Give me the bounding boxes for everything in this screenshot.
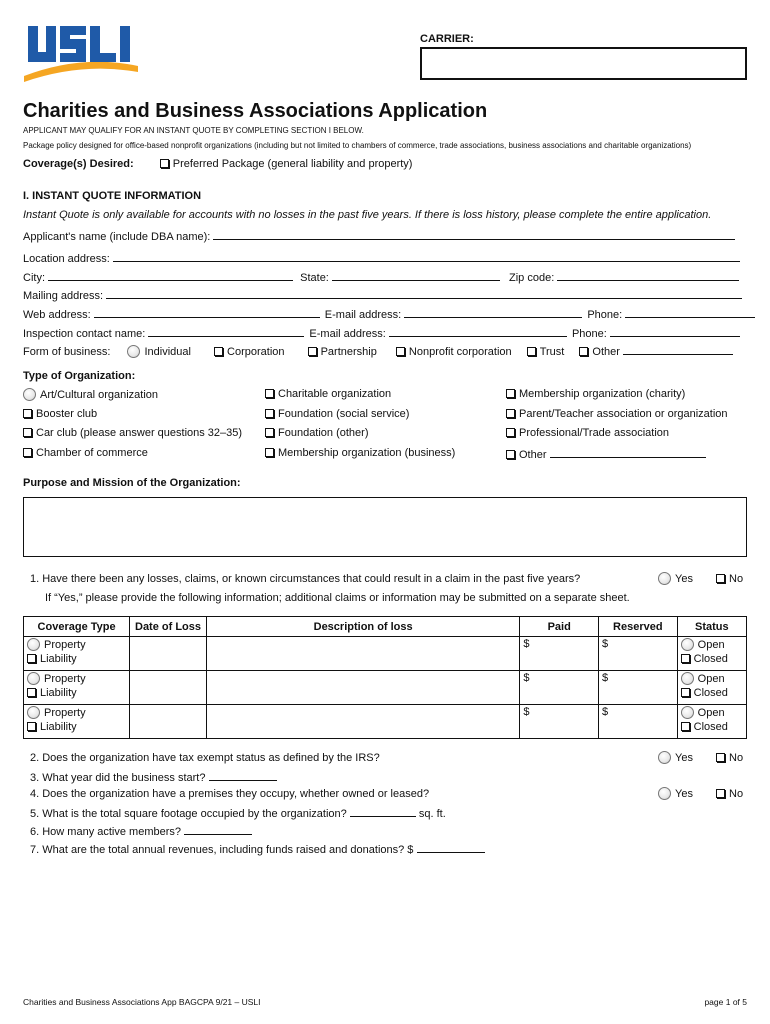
question-4-text: 4. Does the organization have a premises they occupy, whether owned or leased? — [30, 788, 430, 800]
closed-checkbox[interactable] — [681, 722, 690, 731]
coverage-cell — [24, 637, 130, 671]
web-row — [23, 307, 755, 321]
city-label: City: — [23, 272, 45, 284]
closed-label: Closed — [693, 721, 728, 733]
usli-logo-graphic — [22, 20, 140, 82]
art-cultural-label: Art/Cultural organization — [40, 389, 159, 401]
professional-trade-label: Professional/Trade association — [519, 427, 670, 439]
email2-field[interactable] — [389, 326, 567, 337]
instant-quote-note: Instant Quote is only available for accounts with no losses in the past five years. If there is loss history, please complete the entire application. — [23, 209, 712, 221]
booster-club-checkbox[interactable] — [23, 409, 32, 418]
q2-yes-label: Yes — [675, 752, 693, 764]
org-type-heading: Type of Organization: — [23, 370, 136, 382]
form-of-business-row — [23, 344, 733, 358]
q4-yes-radio[interactable] — [658, 787, 671, 800]
purpose-heading: Purpose and Mission of the Organization: — [23, 477, 241, 489]
question-2-text: 2. Does the organization have tax exempt status as defined by the IRS? — [30, 752, 380, 764]
q4-no-checkbox[interactable] — [716, 789, 725, 798]
mailing-field[interactable] — [106, 288, 742, 299]
city-field[interactable] — [48, 270, 293, 281]
inspection-field[interactable] — [148, 326, 304, 337]
sq-ft-label: sq. ft. — [418, 808, 446, 820]
table-row — [24, 671, 747, 705]
chamber-commerce-checkbox[interactable] — [23, 448, 32, 457]
other-business-field[interactable] — [623, 344, 733, 355]
reserved-cell[interactable] — [598, 671, 677, 705]
membership-charity-checkbox[interactable] — [506, 389, 515, 398]
paid-currency: $ — [523, 672, 530, 684]
preferred-package-label: Preferred Package (general liability and property) — [172, 158, 413, 170]
loss-table — [23, 616, 747, 739]
square-footage-field[interactable] — [350, 806, 416, 817]
liability-checkbox[interactable] — [27, 654, 36, 663]
open-label: Open — [697, 673, 725, 685]
membership-business-checkbox[interactable] — [265, 448, 274, 457]
q2-no-option — [716, 752, 743, 764]
usli-logo — [22, 20, 140, 82]
web-field[interactable] — [94, 307, 320, 318]
question-3-row — [30, 770, 277, 784]
subtitle-instant-quote: APPLICANT MAY QUALIFY FOR AN INSTANT QUOTE BY COMPLETING SECTION I BELOW. — [23, 126, 364, 135]
col-header-reserved: Reserved — [598, 617, 677, 637]
liability-label: Liability — [40, 687, 77, 699]
open-radio[interactable] — [681, 706, 694, 719]
coverage-label: Coverage(s) Desired: — [23, 158, 134, 170]
phone-label: Phone: — [587, 309, 623, 321]
other-business-label: Other — [592, 346, 620, 358]
q2-no-label: No — [729, 752, 744, 764]
col-header-status: Status — [677, 617, 746, 637]
inspection-label: Inspection contact name: — [23, 328, 146, 340]
business-start-year-field[interactable] — [209, 770, 277, 781]
closed-label: Closed — [693, 687, 728, 699]
liability-checkbox[interactable] — [27, 722, 36, 731]
email-field[interactable] — [404, 307, 582, 318]
paid-currency: $ — [523, 638, 530, 650]
property-radio[interactable] — [27, 638, 40, 651]
property-label: Property — [44, 639, 86, 651]
paid-cell[interactable] — [520, 705, 599, 739]
mailing-row — [23, 288, 742, 302]
coverage-cell — [24, 705, 130, 739]
question-5-row — [30, 806, 446, 820]
property-radio[interactable] — [27, 706, 40, 719]
email-label: E-mail address: — [324, 309, 402, 321]
q1-yes-radio[interactable] — [658, 572, 671, 585]
closed-checkbox[interactable] — [681, 688, 690, 697]
liability-label: Liability — [40, 653, 77, 665]
description-cell[interactable] — [206, 637, 520, 671]
car-club-checkbox[interactable] — [23, 428, 32, 437]
corporation-checkbox[interactable] — [214, 347, 223, 356]
membership-charity-label: Membership organization (charity) — [519, 388, 686, 400]
property-label: Property — [44, 673, 86, 685]
q4-no-label: No — [729, 788, 744, 800]
other-org-label: Other — [519, 448, 547, 461]
property-label: Property — [44, 707, 86, 719]
loss-table-header — [24, 617, 747, 637]
pta-label: Parent/Teacher association or organization — [519, 407, 728, 420]
question-5-text: 5. What is the total square footage occupied by the organization? — [30, 808, 347, 820]
reserved-cell[interactable] — [598, 637, 677, 671]
question-7-row — [30, 842, 485, 856]
q1-no-label: No — [729, 573, 744, 585]
subtitle-package-description: Package policy designed for office-based nonprofit organizations (including but not limited to chambers of commerce, trade associations, business associations and charitable organizations) — [23, 141, 692, 150]
property-radio[interactable] — [27, 672, 40, 685]
coverage-row — [23, 158, 412, 170]
status-cell — [677, 671, 746, 705]
reserved-currency: $ — [601, 706, 609, 718]
charitable-org-checkbox[interactable] — [265, 389, 274, 398]
applicant-name-field[interactable] — [213, 229, 735, 240]
foundation-social-checkbox[interactable] — [265, 409, 274, 418]
question-7-text: 7. What are the total annual revenues, including funds raised and donations? $ — [30, 844, 414, 856]
applicant-name-row — [23, 229, 735, 243]
description-cell[interactable] — [206, 705, 520, 739]
section1-heading: I. INSTANT QUOTE INFORMATION — [23, 190, 202, 202]
q1-no-checkbox[interactable] — [716, 574, 725, 583]
open-label: Open — [697, 707, 725, 719]
zip-label: Zip code: — [509, 272, 555, 284]
liability-label: Liability — [40, 721, 77, 733]
description-cell[interactable] — [206, 671, 520, 705]
question-6-row — [30, 824, 252, 838]
location-field[interactable] — [113, 251, 740, 262]
col-header-description: Description of loss — [206, 617, 520, 637]
nonprofit-label: Nonprofit corporation — [408, 346, 512, 358]
foundation-other-label: Foundation (other) — [278, 427, 369, 439]
page-title: Charities and Business Associations Application — [23, 100, 488, 122]
col-header-coverage: Coverage Type — [24, 617, 130, 637]
pta-checkbox[interactable] — [506, 409, 515, 418]
carrier-label: CARRIER: — [420, 33, 474, 45]
other-org-checkbox[interactable] — [506, 450, 515, 459]
art-cultural-radio[interactable] — [23, 388, 36, 401]
mailing-label: Mailing address: — [23, 290, 104, 302]
foundation-other-checkbox[interactable] — [265, 428, 274, 437]
trust-label: Trust — [539, 346, 565, 358]
date-cell[interactable] — [130, 671, 207, 705]
city-row — [23, 270, 739, 284]
table-row — [24, 637, 747, 671]
q2-yes-radio[interactable] — [658, 751, 671, 764]
table-row — [24, 705, 747, 739]
partnership-label: Partnership — [320, 346, 377, 358]
individual-label: Individual — [144, 346, 191, 358]
open-label: Open — [697, 639, 725, 651]
booster-club-label: Booster club — [36, 407, 98, 420]
phone2-label: Phone: — [571, 328, 607, 340]
q2-no-checkbox[interactable] — [716, 753, 725, 762]
paid-currency: $ — [523, 706, 530, 718]
open-radio[interactable] — [681, 672, 694, 685]
col-header-date: Date of Loss — [130, 617, 207, 637]
reserved-currency: $ — [601, 638, 609, 650]
charitable-org-label: Charitable organization — [278, 388, 392, 400]
annual-revenue-field[interactable] — [417, 842, 485, 853]
nonprofit-checkbox[interactable] — [396, 347, 405, 356]
q1-yes-option — [658, 572, 693, 585]
org-type-col1 — [23, 388, 242, 466]
phone2-field[interactable] — [610, 326, 740, 337]
date-cell[interactable] — [130, 705, 207, 739]
status-cell — [677, 637, 746, 671]
closed-checkbox[interactable] — [681, 654, 690, 663]
org-type-col2 — [265, 388, 455, 466]
corporation-label: Corporation — [227, 346, 285, 358]
question-6-text: 6. How many active members? — [30, 826, 181, 838]
foundation-social-label: Foundation (social service) — [278, 407, 410, 420]
reserved-currency: $ — [601, 672, 609, 684]
question-3-text: 3. What year did the business start? — [30, 772, 206, 784]
applicant-name-label: Applicant's name (include DBA name): — [23, 231, 211, 243]
col-header-paid: Paid — [520, 617, 599, 637]
paid-cell[interactable] — [520, 637, 599, 671]
inspection-row — [23, 326, 740, 340]
membership-business-label: Membership organization (business) — [278, 446, 456, 459]
q1-yes-label: Yes — [675, 573, 693, 585]
phone-field[interactable] — [625, 307, 755, 318]
partnership-checkbox[interactable] — [308, 347, 317, 356]
org-type-col3 — [506, 388, 728, 466]
reserved-cell[interactable] — [598, 705, 677, 739]
state-field[interactable] — [332, 270, 500, 281]
liability-checkbox[interactable] — [27, 688, 36, 697]
active-members-field[interactable] — [184, 824, 252, 835]
status-cell — [677, 705, 746, 739]
other-org-field[interactable] — [550, 447, 706, 458]
zip-field[interactable] — [557, 270, 739, 281]
other-business-checkbox[interactable] — [579, 347, 588, 356]
state-label: State: — [300, 272, 329, 284]
date-cell[interactable] — [130, 637, 207, 671]
question-1-followup: If “Yes,” please provide the following information; additional claims or information may be submitted on a separate sheet. — [45, 592, 630, 604]
professional-trade-checkbox[interactable] — [506, 428, 515, 437]
question-1-text: 1. Have there been any losses, claims, or known circumstances that could result in a claim in the past five years? — [30, 573, 581, 585]
closed-label: Closed — [693, 653, 728, 665]
q4-yes-label: Yes — [675, 788, 693, 800]
q4-no-option — [716, 788, 743, 800]
web-label: Web address: — [23, 309, 91, 321]
email2-label: E-mail address: — [309, 328, 386, 340]
carrier-field[interactable] — [420, 47, 747, 80]
q4-yes-option — [658, 787, 693, 800]
location-row — [23, 251, 740, 265]
preferred-package-checkbox[interactable] — [160, 159, 169, 168]
chamber-commerce-label: Chamber of commerce — [36, 446, 148, 459]
q2-yes-option — [658, 751, 693, 764]
coverage-cell — [24, 671, 130, 705]
footer-form-id: Charities and Business Associations App BAGCPA 9/21 – USLI — [23, 997, 261, 1007]
car-club-label: Car club (please answer questions 32–35) — [36, 427, 243, 439]
location-label: Location address: — [23, 253, 110, 265]
paid-cell[interactable] — [520, 671, 599, 705]
trust-checkbox[interactable] — [527, 347, 536, 356]
q1-no-option — [716, 573, 743, 585]
form-of-business-label: Form of business: — [23, 346, 111, 358]
individual-radio[interactable] — [127, 345, 140, 358]
purpose-field[interactable] — [23, 497, 747, 557]
footer-page-number: page 1 of 5 — [704, 997, 747, 1007]
open-radio[interactable] — [681, 638, 694, 651]
